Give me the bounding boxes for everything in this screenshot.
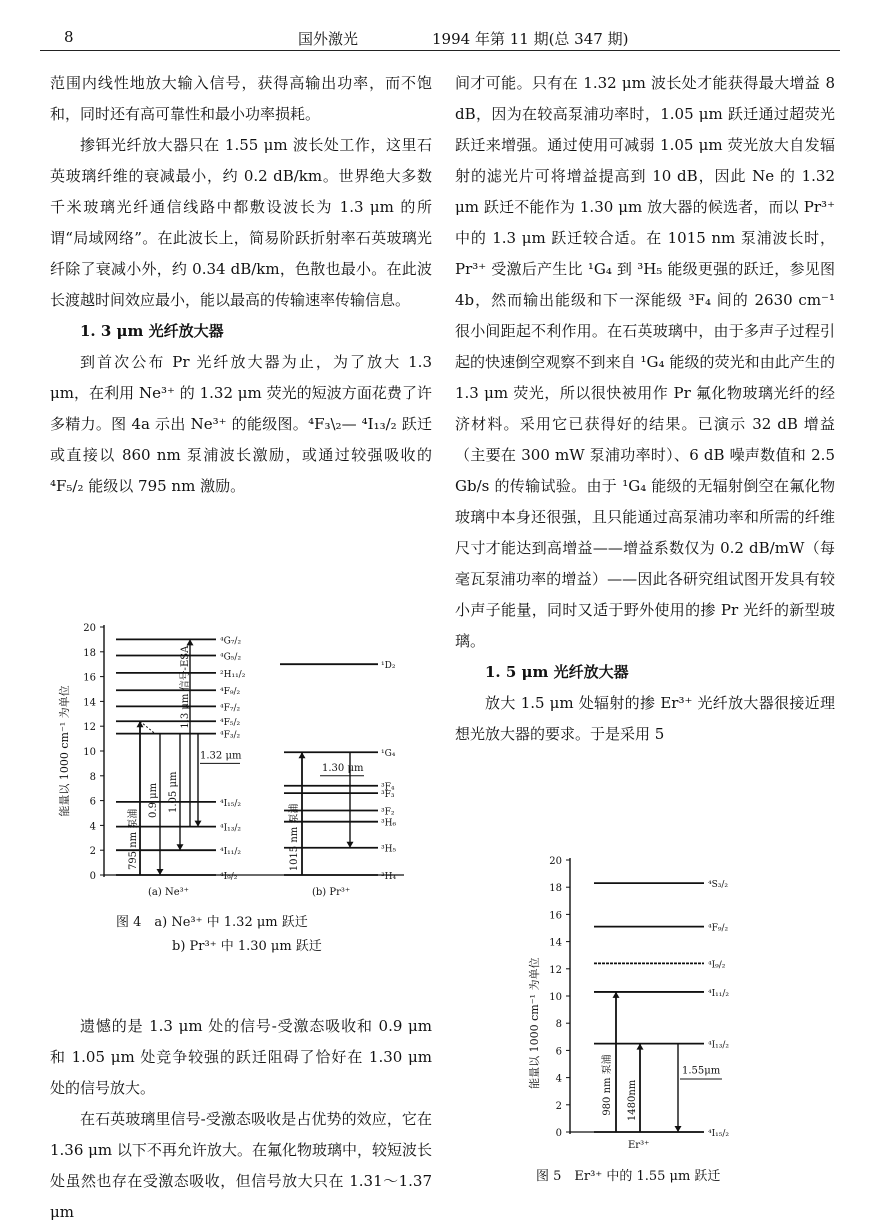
er-155um-label: 1.55μm — [682, 1065, 721, 1077]
ne-105um-arrow-head — [177, 844, 184, 850]
figure-4-caption-b: b) Pr³⁺ 中 1.30 μm 跃迁 — [172, 939, 322, 954]
er-level-label: ⁴I₁₅/₂ — [708, 1129, 730, 1139]
er-level-label: ⁴S₃/₂ — [708, 880, 729, 891]
y-tick-label: 6 — [555, 1046, 562, 1058]
y-tick-label: 14 — [549, 937, 562, 949]
figure-4-diagram — [40, 605, 420, 900]
y-tick-label: 10 — [549, 992, 562, 1003]
pr-level-label: ³H₆ — [381, 818, 397, 829]
y-tick-label: 0 — [555, 1128, 562, 1139]
pump-795-arrow-head — [137, 721, 144, 727]
ne-level-label: ⁴I₉/₂ — [220, 872, 238, 882]
right-column — [455, 68, 835, 750]
figure-4 — [40, 605, 420, 900]
er-level-label: ⁴I₁₁/₂ — [708, 988, 730, 999]
ne-level-label: ⁴F₇/₂ — [220, 703, 241, 714]
pump-1480-label: 1480nm — [627, 1079, 638, 1122]
ne-132um-arrow-head — [195, 821, 202, 827]
pump-980-arrow-head — [613, 992, 620, 998]
pr-level-label: ³H₄ — [381, 872, 397, 882]
figure-4-caption-a: 图 4 a) Ne³⁺ 中 1.32 μm 跃迁 — [116, 915, 308, 930]
ne-level-label: ⁴G₅/₂ — [220, 652, 242, 663]
ne-level-label: ⁴F₃/₂ — [220, 730, 241, 741]
pump-980-label: 980 nm 泵浦 — [602, 1054, 613, 1116]
ne-09um-label: 0.9 μm — [148, 782, 159, 818]
pr-130um-label: 1.30 μm — [322, 762, 364, 774]
y-tick-label: 4 — [555, 1073, 562, 1085]
pump-795-label: 795 nm 泵浦 — [128, 808, 139, 871]
ne-level-label: ⁴I₁₅/₂ — [220, 798, 242, 809]
paragraph: 范围内线性地放大输入信号，获得高输出功率，而不饱和，同时还有高可靠性和最小功率损耗。 — [50, 74, 432, 123]
y-tick-label: 20 — [549, 856, 562, 867]
page-number: 8 — [64, 28, 74, 46]
paragraph: 遗憾的是 1.3 μm 处的信号-受激态吸收和 0.9 μm 和 1.05 μm 处竞争较强的跃迁阻碍了恰好在 1.30 μm 处的信号放大。 — [50, 1017, 432, 1097]
ne-09um-arrow-head — [157, 869, 164, 875]
y-tick-label: 20 — [83, 623, 96, 634]
ne-esa-arrow-head — [187, 639, 194, 645]
er-level-label: ⁴I₁₃/₂ — [708, 1040, 730, 1051]
y-tick-label: 8 — [89, 771, 96, 783]
pr-level-label: ³F₃ — [381, 790, 395, 801]
y-tick-label: 12 — [83, 722, 96, 734]
section-heading: 1. 3 μm 光纤放大器 — [80, 322, 224, 340]
y-tick-label: 10 — [83, 747, 96, 758]
y-tick-label: 18 — [549, 883, 562, 895]
pr-level-label: ¹G₄ — [381, 749, 396, 760]
er-155um-arrow-head — [675, 1126, 682, 1132]
left-column — [50, 68, 432, 502]
sub-a-label: (a) Ne³⁺ — [148, 887, 189, 898]
y-tick-label: 2 — [555, 1100, 562, 1112]
ne-132um-label: 1.32 μm — [200, 750, 242, 762]
ne-level-label: ⁴G₇/₂ — [220, 636, 242, 647]
y-tick-label: 2 — [89, 846, 96, 858]
y-tick-label: 16 — [549, 910, 562, 922]
sub-b-label: (b) Pr³⁺ — [312, 887, 351, 898]
y-tick-label: 8 — [555, 1019, 562, 1031]
ne-esa-label: 1.3 μm 信号-ESA — [180, 645, 191, 729]
ne-105um-label: 1.05 μm — [168, 771, 179, 813]
y-axis-label: 能量以 1000 cm⁻¹ 为单位 — [528, 957, 541, 1089]
figure-5 — [520, 840, 800, 1160]
pr-level-label: ³F₄ — [381, 782, 395, 793]
er-level-label: ⁴F₉/₂ — [708, 923, 729, 934]
figure-5-caption: 图 5 Er³⁺ 中的 1.55 μm 跃迁 — [536, 1169, 721, 1184]
pr-level-label: ³F₂ — [381, 807, 395, 818]
issue-info: 1994 年第 11 期(总 347 期) — [432, 30, 629, 48]
pump-1015-label: 1015 nm 泵浦 — [289, 803, 300, 872]
ne-level-label: ⁴F₉/₂ — [220, 687, 241, 698]
er-sub-label: Er³⁺ — [628, 1140, 650, 1151]
pr-130um-arrow-head — [347, 842, 354, 848]
paragraph: 间才可能。只有在 1.32 μm 波长处才能获得最大增益 8 dB，因为在较高泵浦功率时，1.05 μm 跃迁通过超荧光跃迁来增强。通过使用可减弱 1.05 μm 荧光放大自发辐射的滤光片可将增益提高到 10 dB，因此 Ne 的 1.32 μm 跃迁不能作为 1.30 μm 放大器的候选者，而以 Pr³⁺ 中的 1.3 μm 跃迁较合适。在 1015 nm 泵浦波长时，Pr³⁺ 受激后产生比 ¹G₄ 到 ³H₅ 能级更强的跃迁，参见图 4b，然而输出能级和下一深能级 ³F₄ 间的 2630 cm⁻¹ 很小间距起不利作用。在石英玻璃中，由于多声子过程引起的快速倒空观察不到来自 ¹G₄ 能级的荧光和由此产生的 1.3 μm 荧光，所以很快被用作 Pr 氟化物玻璃光纤的经济材料。采用它已获得好的结果。已演示 32 dB 增益（主要在 300 mW 泵浦功率时）、6 dB 噪声数值和 2.5 Gb/s 的传输试验。由于 ¹G₄ 能级的无辐射倒空在氟化物玻璃中本身还很强，且只能通过高泵浦功率和所需的纤维尺寸才能达到高增益——增益系数仅为 0.2 dB/mW（每毫瓦泵浦功率的增益）——因此各研究组试图开发具有较小声子能量，同时又适于野外使用的掺 Pr 光纤的新型玻璃。 — [455, 74, 835, 650]
ne-level-label: ²H₁₁/₂ — [220, 669, 246, 680]
paragraph: 掺铒光纤放大器只在 1.55 μm 波长处工作，这里石英玻璃纤维的衰减最小，约 0.2 dB/km。世界绝大多数千米玻璃光纤通信线路中都敷设波长为 1.3 μm 的所谓“局域网络”。在此波长上，简易阶跃折射率石英玻璃光纤除了衰减小外，约 0.34 dB/km，色散也最小。在此波长渡越时间效应最小，能以最高的传输速率传输信息。 — [50, 136, 432, 309]
page-header — [40, 22, 840, 51]
y-tick-label: 0 — [89, 871, 96, 882]
left-column-lower — [50, 1011, 432, 1228]
journal-name: 国外激光 — [298, 30, 359, 48]
er-level-label: ⁴I₉/₂ — [708, 960, 726, 971]
section-heading: 1. 5 μm 光纤放大器 — [485, 663, 629, 681]
y-tick-label: 14 — [83, 697, 96, 709]
paragraph: 在石英玻璃里信号-受激态吸收是占优势的效应，它在 1.36 μm 以下不再允许放大。在氟化物玻璃中，较短波长处虽然也存在受激态吸收，但信号放大只在 1.31～1.37 μm — [50, 1110, 432, 1221]
relax-line — [140, 721, 155, 733]
paragraph: 放大 1.5 μm 处辐射的掺 Er³⁺ 光纤放大器很接近理想光放大器的要求。于是采用 5 — [455, 694, 835, 743]
ne-level-label: ⁴I₁₃/₂ — [220, 823, 242, 834]
pr-level-label: ³H₅ — [381, 844, 397, 855]
y-tick-label: 12 — [549, 964, 562, 976]
pr-level-label: ¹D₂ — [381, 661, 396, 672]
y-tick-label: 18 — [83, 647, 96, 659]
ne-level-label: ⁴I₁₁/₂ — [220, 847, 242, 858]
pump-1015-arrow-head — [299, 752, 306, 758]
y-tick-label: 6 — [89, 796, 96, 808]
paragraph: 到首次公布 Pr 光纤放大器为止，为了放大 1.3 μm，在利用 Ne³⁺ 的 1.32 μm 荧光的短波方面花费了许多精力。图 4a 示出 Ne³⁺ 的能级图。⁴F₃\₂— ⁴I₁₃/₂ 跃迁或直接以 860 nm 泵浦波长激励，或通过较强吸收的 ⁴F₅/₂ 能级以 795 nm 激励。 — [50, 353, 432, 495]
y-axis-label: 能量以 1000 cm⁻¹ 为单位 — [58, 685, 71, 817]
y-tick-label: 4 — [89, 821, 96, 833]
figure-5-diagram — [520, 840, 800, 1160]
ne-level-label: ⁴F₅/₂ — [220, 718, 241, 729]
y-tick-label: 16 — [83, 672, 96, 684]
